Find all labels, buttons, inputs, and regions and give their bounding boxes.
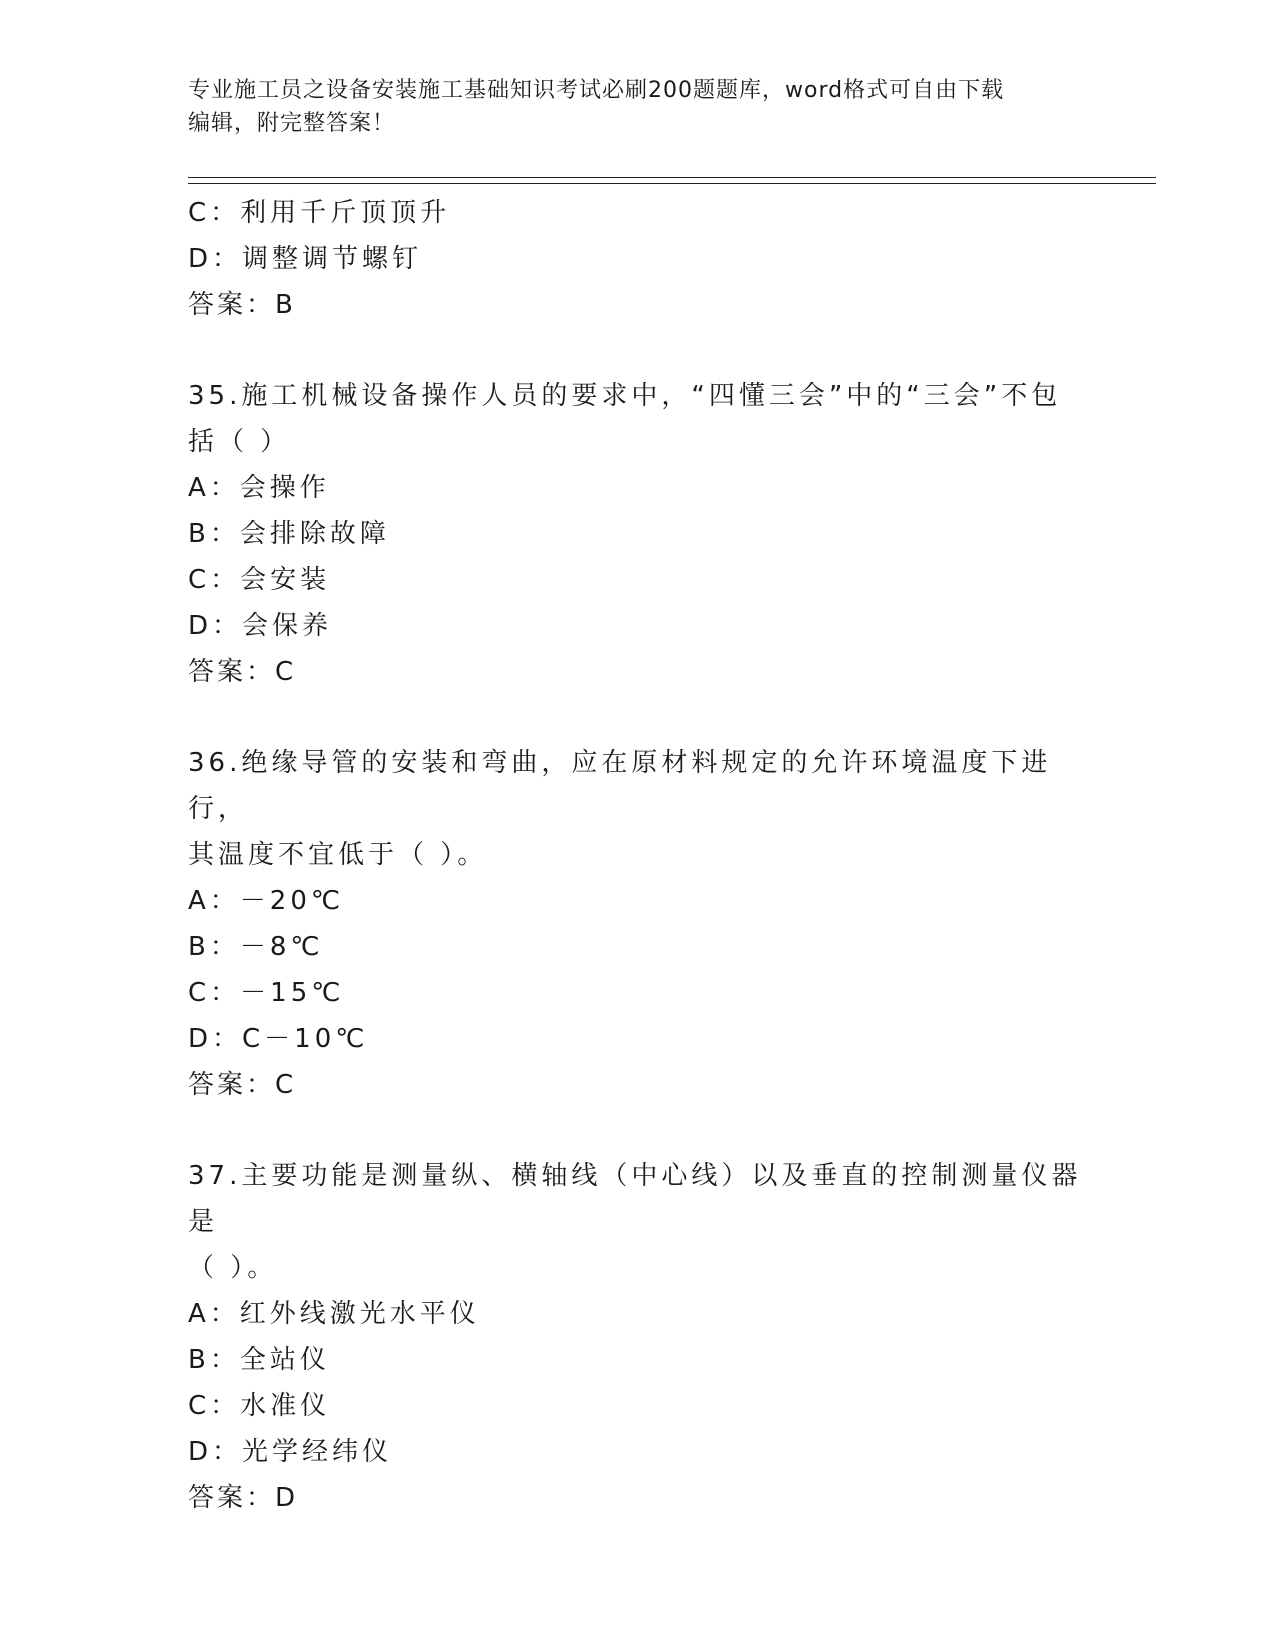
header-divider-top [188,177,1156,178]
answer-line: 答案：C [188,657,297,687]
question-34-continuation [188,190,1088,328]
question-stem-line-1: 37.主要功能是测量纵、横轴线（中心线）以及垂直的控制测量仪器是 [188,1161,1082,1237]
option-d: D：光学经纬仪 [188,1437,393,1467]
option-a: A：红外线激光水平仪 [188,1299,480,1329]
question-37 [188,1153,1088,1521]
spacer [188,328,1088,373]
option-c: C：－15℃ [188,978,345,1008]
question-stem-line-1: 36.绝缘导管的安装和弯曲，应在原材料规定的允许环境温度下进行， [188,748,1052,824]
spacer [188,695,1088,740]
option-c: C：利用千斤顶顶升 [188,198,451,228]
header-title-line-2: 编辑，附完整答案！ [188,111,396,136]
question-stem-line-2: 括（ ） [188,427,291,457]
question-36 [188,740,1088,1108]
answer-line: 答案：B [188,290,296,320]
question-stem-line-2: （ ）。 [188,1253,278,1283]
header-title-line-1: 专业施工员之设备安装施工基础知识考试必刷200题题库，word格式可自由下载 [188,78,1005,103]
header-divider-bottom [188,183,1156,184]
question-stem-line-1: 35.施工机械设备操作人员的要求中，“四懂三会”中的“三会”不包 [188,381,1062,411]
page-header [188,74,1088,140]
option-c: C：水准仪 [188,1391,331,1421]
spacer [188,1108,1088,1153]
question-stem-line-2: 其温度不宜低于（ ）。 [188,840,488,870]
option-c: C：会安装 [188,565,331,595]
question-content [188,190,1088,1521]
question-35 [188,373,1088,695]
option-b: B：会排除故障 [188,519,390,549]
option-a: A：－20℃ [188,886,345,916]
option-b: B：－8℃ [188,932,324,962]
option-d: D：会保养 [188,611,333,641]
option-d: D：C－10℃ [188,1024,369,1054]
option-d: D：调整调节螺钉 [188,244,423,274]
answer-line: 答案：D [188,1483,299,1513]
option-b: B：全站仪 [188,1345,330,1375]
answer-line: 答案：C [188,1070,297,1100]
option-a: A：会操作 [188,473,330,503]
